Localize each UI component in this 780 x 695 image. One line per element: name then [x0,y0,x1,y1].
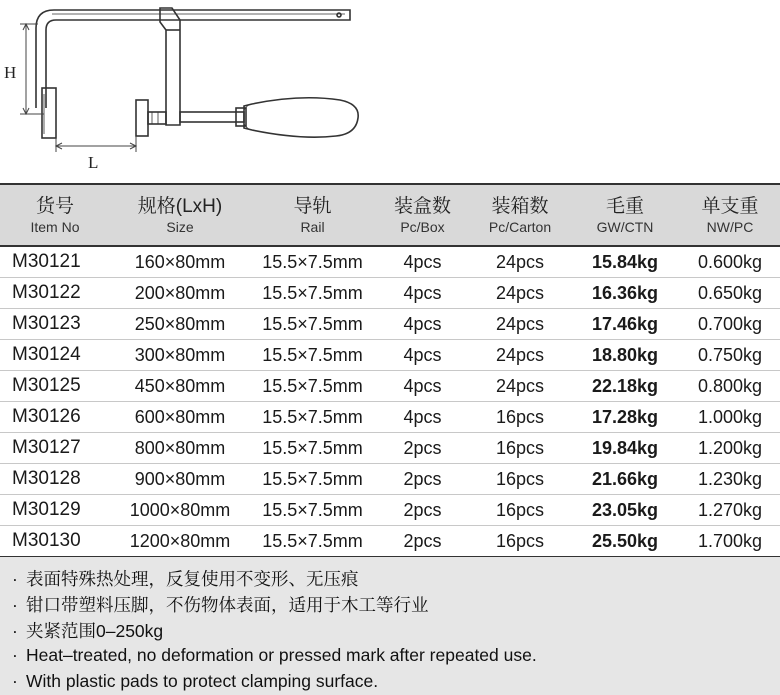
header-nw-pc: 单支重 NW/PC [680,184,780,246]
cell-pc-carton: 24pcs [470,309,570,340]
note-item [12,671,378,692]
cell-rail: 15.5×7.5mm [250,309,375,340]
cell-size: 250×80mm [110,309,250,340]
cell-pc-box: 4pcs [375,371,470,402]
cell-item-no: M30121 [0,246,110,278]
table-row [0,433,780,464]
cell-pc-carton: 16pcs [470,526,570,558]
cell-pc-box: 4pcs [375,309,470,340]
cell-pc-box: 4pcs [375,246,470,278]
bullet-icon: · [12,621,18,641]
table-row [0,464,780,495]
bullet-icon: · [12,671,18,691]
cell-size: 600×80mm [110,402,250,433]
header-gw-ctn: 毛重 GW/CTN [570,184,680,246]
cell-rail: 15.5×7.5mm [250,246,375,278]
note-item [12,592,429,617]
bullet-icon: · [12,645,18,665]
cell-size: 160×80mm [110,246,250,278]
cell-gw-ctn: 16.36kg [570,278,680,309]
cell-pc-carton: 24pcs [470,340,570,371]
h-dimension-label: H [4,63,17,82]
cell-nw-pc: 1.230kg [680,464,780,495]
note-text: With plastic pads to protect clamping surface. [26,671,379,691]
header-item-no: 货号 Item No [0,184,110,246]
table-row [0,495,780,526]
cell-rail: 15.5×7.5mm [250,433,375,464]
l-dimension-label: L [88,153,99,172]
bullet-icon: · [12,569,18,589]
clamp-diagram [0,0,380,180]
cell-pc-carton: 24pcs [470,371,570,402]
cell-item-no: M30128 [0,464,110,495]
cell-pc-box: 2pcs [375,433,470,464]
cell-gw-ctn: 25.50kg [570,526,680,558]
cell-pc-carton: 16pcs [470,495,570,526]
cell-rail: 15.5×7.5mm [250,371,375,402]
cell-pc-box: 4pcs [375,278,470,309]
cell-item-no: M30122 [0,278,110,309]
cell-gw-ctn: 17.28kg [570,402,680,433]
cell-size: 800×80mm [110,433,250,464]
cell-item-no: M30125 [0,371,110,402]
note-text: 钳口带塑料压脚，不伤物体表面，适用于木工等行业 [26,595,429,615]
cell-item-no: M30130 [0,526,110,558]
cell-pc-box: 4pcs [375,402,470,433]
cell-gw-ctn: 23.05kg [570,495,680,526]
table-row [0,371,780,402]
cell-gw-ctn: 19.84kg [570,433,680,464]
bullet-icon: · [12,595,18,615]
cell-nw-pc: 1.270kg [680,495,780,526]
cell-gw-ctn: 22.18kg [570,371,680,402]
note-item [12,566,359,591]
table-row [0,526,780,558]
cell-nw-pc: 0.650kg [680,278,780,309]
cell-size: 450×80mm [110,371,250,402]
cell-rail: 15.5×7.5mm [250,278,375,309]
cell-pc-carton: 16pcs [470,433,570,464]
cell-nw-pc: 0.700kg [680,309,780,340]
cell-pc-box: 2pcs [375,464,470,495]
cell-pc-box: 2pcs [375,495,470,526]
cell-gw-ctn: 18.80kg [570,340,680,371]
note-item [12,645,537,666]
spec-table-container [0,183,780,558]
cell-size: 1000×80mm [110,495,250,526]
table-header-row [0,184,780,246]
table-row [0,309,780,340]
cell-nw-pc: 0.750kg [680,340,780,371]
cell-pc-carton: 16pcs [470,402,570,433]
cell-item-no: M30123 [0,309,110,340]
cell-rail: 15.5×7.5mm [250,402,375,433]
cell-item-no: M30126 [0,402,110,433]
cell-size: 900×80mm [110,464,250,495]
cell-pc-carton: 24pcs [470,278,570,309]
cell-nw-pc: 1.200kg [680,433,780,464]
header-rail: 导轨 Rail [250,184,375,246]
cell-nw-pc: 0.600kg [680,246,780,278]
note-text: 夹紧范围0–250kg [26,621,164,641]
table-row [0,340,780,371]
cell-gw-ctn: 15.84kg [570,246,680,278]
cell-nw-pc: 1.000kg [680,402,780,433]
cell-size: 1200×80mm [110,526,250,558]
table-row [0,278,780,309]
cell-item-no: M30127 [0,433,110,464]
header-size: 规格(LxH) Size [110,184,250,246]
cell-gw-ctn: 21.66kg [570,464,680,495]
header-pc-carton: 装箱数 Pc/Carton [470,184,570,246]
cell-rail: 15.5×7.5mm [250,495,375,526]
note-item [12,618,163,643]
cell-item-no: M30129 [0,495,110,526]
cell-rail: 15.5×7.5mm [250,340,375,371]
cell-size: 300×80mm [110,340,250,371]
spec-table [0,183,780,558]
cell-nw-pc: 0.800kg [680,371,780,402]
table-body [0,246,780,557]
cell-size: 200×80mm [110,278,250,309]
cell-pc-box: 2pcs [375,526,470,558]
cell-rail: 15.5×7.5mm [250,526,375,558]
table-row [0,402,780,433]
header-pc-box: 装盒数 Pc/Box [375,184,470,246]
cell-nw-pc: 1.700kg [680,526,780,558]
cell-rail: 15.5×7.5mm [250,464,375,495]
note-text: Heat–treated, no deformation or pressed mark after repeated use. [26,645,537,665]
cell-item-no: M30124 [0,340,110,371]
feature-notes [0,557,780,695]
cell-pc-carton: 16pcs [470,464,570,495]
cell-pc-carton: 24pcs [470,246,570,278]
cell-gw-ctn: 17.46kg [570,309,680,340]
table-row [0,246,780,278]
note-text: 表面特殊热处理，反复使用不变形、无压痕 [26,569,359,589]
cell-pc-box: 4pcs [375,340,470,371]
